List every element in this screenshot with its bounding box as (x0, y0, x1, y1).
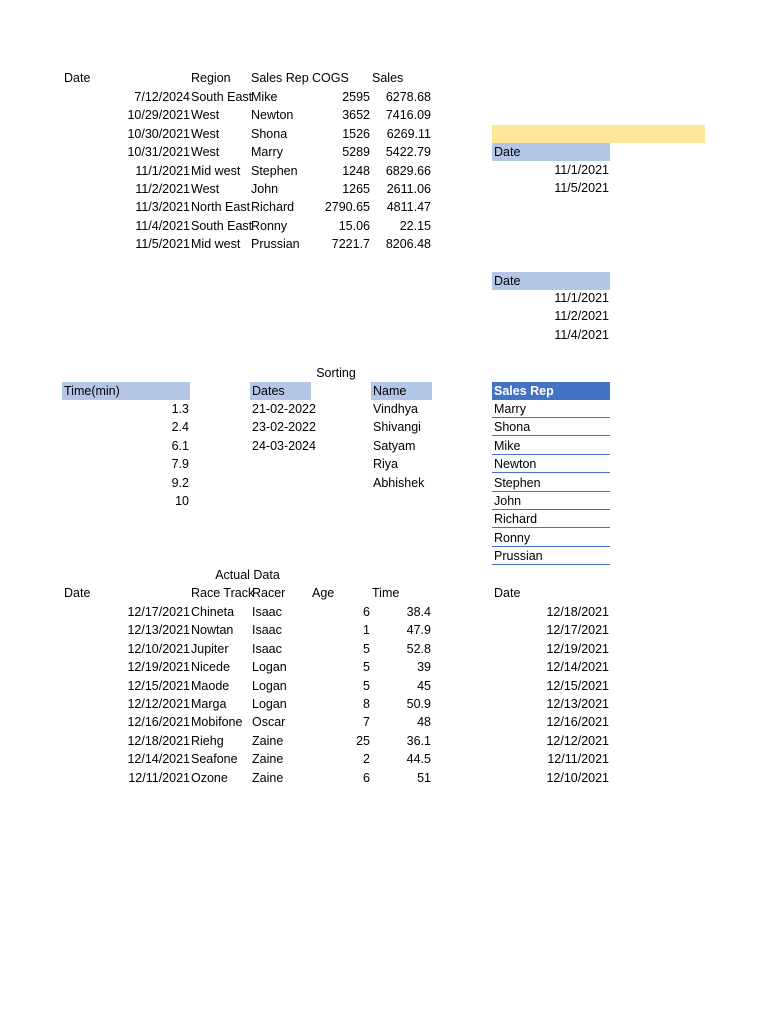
race-track-cell: Nowtan (191, 623, 234, 638)
race-date-cell: 12/19/2021 (127, 660, 190, 675)
sales-sales-cell: 5422.79 (385, 145, 431, 160)
criteria2-header: Date (492, 272, 610, 290)
criteria1-header: Date (492, 143, 610, 161)
name-value: Riya (373, 457, 399, 472)
sales-header-sales: Sales (372, 71, 404, 85)
time-value: 7.9 (171, 457, 189, 472)
sales-rep-item: Stephen (492, 474, 610, 492)
sales-sales-cell: 4811.47 (386, 200, 431, 215)
race-time-cell: 50.9 (406, 697, 431, 711)
sales-rep-cell: Newton (251, 108, 294, 123)
dates-header: Dates (250, 382, 311, 400)
sales-date-cell: 11/3/2021 (135, 200, 190, 215)
sales-region-cell: South East (191, 90, 253, 104)
sales-cogs-cell: 5289 (342, 145, 370, 160)
race-track-cell: Marga (191, 697, 227, 711)
race-track-cell: Jupiter (191, 641, 229, 656)
race-header-track: Race Track (191, 586, 255, 600)
sales-date-cell: 10/31/2021 (127, 145, 190, 160)
sales-region-cell: West (191, 108, 220, 123)
sales-cogs-cell: 1248 (342, 163, 370, 178)
criteria2-date: 11/4/2021 (554, 327, 609, 342)
race-time-cell: 38.4 (406, 605, 431, 619)
race-track-cell: Nicede (191, 660, 230, 675)
time-value: 9.2 (171, 475, 189, 490)
race-time-cell: 47.9 (406, 623, 431, 638)
name-value: Shivangi (373, 420, 421, 435)
race-date-cell: 12/14/2021 (127, 752, 190, 767)
race-racer-cell: Isaac (252, 641, 282, 656)
race-racer-cell: Logan (252, 660, 287, 675)
sales-region-cell: South East (191, 218, 253, 233)
race-age-cell: 5 (363, 660, 370, 675)
sales-sales-cell: 22.15 (399, 218, 431, 233)
sales-rep-cell: Marry (251, 145, 283, 160)
race-age-cell: 25 (356, 733, 370, 748)
sales-date-cell: 10/30/2021 (127, 126, 190, 141)
race-header-racer: Racer (252, 586, 286, 600)
race-date-cell: 12/11/2021 (128, 770, 190, 785)
sales-region-cell: North East (191, 200, 251, 215)
sales-header-date: Date (64, 71, 91, 85)
race-age-cell: 6 (363, 770, 370, 785)
race-racer-cell: Isaac (252, 605, 282, 619)
race-age-cell: 2 (363, 752, 370, 767)
sales-rep-cell: John (251, 182, 279, 196)
time-value: 1.3 (171, 402, 189, 416)
sales-rep-item: John (492, 492, 610, 510)
race-track-cell: Maode (191, 678, 230, 693)
sales-date-cell: 11/4/2021 (135, 218, 190, 233)
sales-sales-cell: 2611.06 (386, 182, 431, 196)
name-value: Vindhya (373, 402, 418, 416)
sales-rep-item: Newton (492, 455, 610, 473)
race-date-cell: 12/16/2021 (127, 715, 190, 730)
race-age-cell: 5 (363, 678, 370, 693)
sales-region-cell: Mid west (191, 237, 241, 252)
sales-date-cell: 10/29/2021 (127, 108, 190, 123)
sales-header-sales-rep: Sales Rep (251, 71, 309, 85)
race-time-cell: 51 (417, 770, 431, 785)
criteria1-date: 11/5/2021 (554, 181, 609, 196)
sales-region-cell: West (191, 145, 220, 160)
race-racer-cell: Oscar (252, 715, 286, 730)
sales-cogs-cell: 2790.65 (324, 200, 370, 215)
race-side-date: 12/17/2021 (546, 623, 609, 638)
highlight-cell (492, 125, 705, 143)
race-date-cell: 12/13/2021 (127, 623, 190, 638)
race-age-cell: 1 (363, 623, 370, 638)
race-side-date: 12/16/2021 (546, 715, 609, 730)
name-header: Name (371, 382, 432, 400)
criteria2-date: 11/2/2021 (554, 309, 609, 324)
sales-date-cell: 7/12/2024 (134, 90, 190, 104)
sales-rep-cell: Shona (251, 126, 288, 141)
name-value: Satyam (373, 438, 416, 453)
sales-rep-cell: Prussian (251, 237, 300, 252)
race-header-age: Age (312, 586, 335, 600)
race-racer-cell: Logan (252, 697, 287, 711)
race-racer-cell: Zaine (252, 752, 284, 767)
sales-rep-item: Prussian (492, 547, 610, 565)
race-header-time: Time (372, 586, 400, 600)
sales-region-cell: Mid west (191, 163, 241, 178)
race-track-cell: Chineta (191, 605, 235, 619)
race-racer-cell: Zaine (252, 733, 284, 748)
time-header: Time(min) (62, 382, 190, 400)
race-time-cell: 45 (417, 678, 431, 693)
sales-rep-cell: Ronny (251, 218, 288, 233)
sales-sales-cell: 8206.48 (385, 237, 431, 252)
race-age-cell: 5 (363, 641, 370, 656)
sales-cogs-cell: 3652 (342, 108, 370, 123)
race-time-cell: 36.1 (406, 733, 431, 748)
sales-header-region: Region (191, 71, 231, 85)
sales-rep-header: Sales Rep (492, 382, 610, 400)
race-time-cell: 44.5 (406, 752, 431, 767)
race-side-date: 12/19/2021 (546, 641, 609, 656)
race-time-cell: 48 (417, 715, 431, 730)
criteria1-date: 11/1/2021 (554, 163, 609, 177)
sales-cogs-cell: 2595 (342, 90, 370, 104)
sales-header-cogs: COGS (312, 71, 349, 85)
sales-rep-cell: Stephen (251, 163, 298, 178)
dates-value: 23-02-2022 (252, 420, 316, 435)
sales-sales-cell: 6269.11 (386, 126, 431, 141)
race-racer-cell: Logan (252, 678, 287, 693)
sales-date-cell: 11/2/2021 (135, 182, 190, 196)
sales-rep-item: Marry (492, 400, 610, 418)
race-side-date: 12/10/2021 (546, 770, 609, 785)
sales-cogs-cell: 1265 (342, 182, 370, 196)
race-side-date: 12/14/2021 (546, 660, 609, 675)
race-track-cell: Seafone (191, 752, 238, 767)
sales-cogs-cell: 1526 (342, 126, 370, 141)
time-value: 10 (175, 494, 189, 508)
criteria2-date: 11/1/2021 (554, 291, 609, 305)
race-side-date: 12/11/2021 (547, 752, 609, 767)
sales-region-cell: West (191, 126, 220, 141)
race-racer-cell: Zaine (252, 770, 284, 785)
sales-date-cell: 11/5/2021 (135, 237, 190, 252)
race-racer-cell: Isaac (252, 623, 282, 638)
race-age-cell: 6 (363, 605, 370, 619)
race-age-cell: 7 (363, 715, 370, 730)
race-side-date: 12/15/2021 (546, 678, 609, 693)
race-track-cell: Mobifone (191, 715, 243, 730)
sales-region-cell: West (191, 182, 220, 196)
sales-sales-cell: 6829.66 (385, 163, 431, 178)
time-value: 2.4 (171, 420, 189, 435)
time-value: 6.1 (171, 438, 189, 453)
sales-rep-cell: Richard (251, 200, 295, 215)
name-value: Abhishek (373, 475, 425, 490)
race-date-cell: 12/18/2021 (127, 733, 190, 748)
sales-rep-item: Richard (492, 510, 610, 528)
sales-cogs-cell: 7221.7 (331, 237, 370, 252)
race-date-cell: 12/17/2021 (127, 605, 190, 619)
sales-rep-item: Mike (492, 437, 610, 455)
race-time-cell: 52.8 (406, 641, 431, 656)
race-side-date: 12/12/2021 (546, 733, 609, 748)
race-date-cell: 12/12/2021 (127, 697, 190, 711)
race-track-cell: Riehg (191, 733, 224, 748)
sales-sales-cell: 7416.09 (385, 108, 431, 123)
sales-rep-cell: Mike (251, 90, 278, 104)
dates-value: 24-03-2024 (252, 438, 316, 453)
dates-value: 21-02-2022 (252, 402, 316, 416)
race-time-cell: 39 (417, 660, 431, 675)
sales-cogs-cell: 15.06 (338, 218, 370, 233)
actual-data-title: Actual Data (215, 568, 280, 582)
race-side-header: Date (494, 586, 521, 600)
sales-sales-cell: 6278.68 (385, 90, 431, 104)
sales-rep-item: Ronny (492, 529, 610, 547)
race-date-cell: 12/15/2021 (127, 678, 190, 693)
race-side-date: 12/13/2021 (546, 697, 609, 711)
sales-date-cell: 11/1/2021 (135, 163, 190, 178)
race-age-cell: 8 (363, 697, 370, 711)
race-header-date: Date (64, 586, 91, 600)
race-date-cell: 12/10/2021 (127, 641, 190, 656)
sorting-title: Sorting (316, 366, 356, 380)
race-side-date: 12/18/2021 (546, 605, 609, 619)
race-track-cell: Ozone (191, 770, 228, 785)
sales-rep-item: Shona (492, 418, 610, 436)
